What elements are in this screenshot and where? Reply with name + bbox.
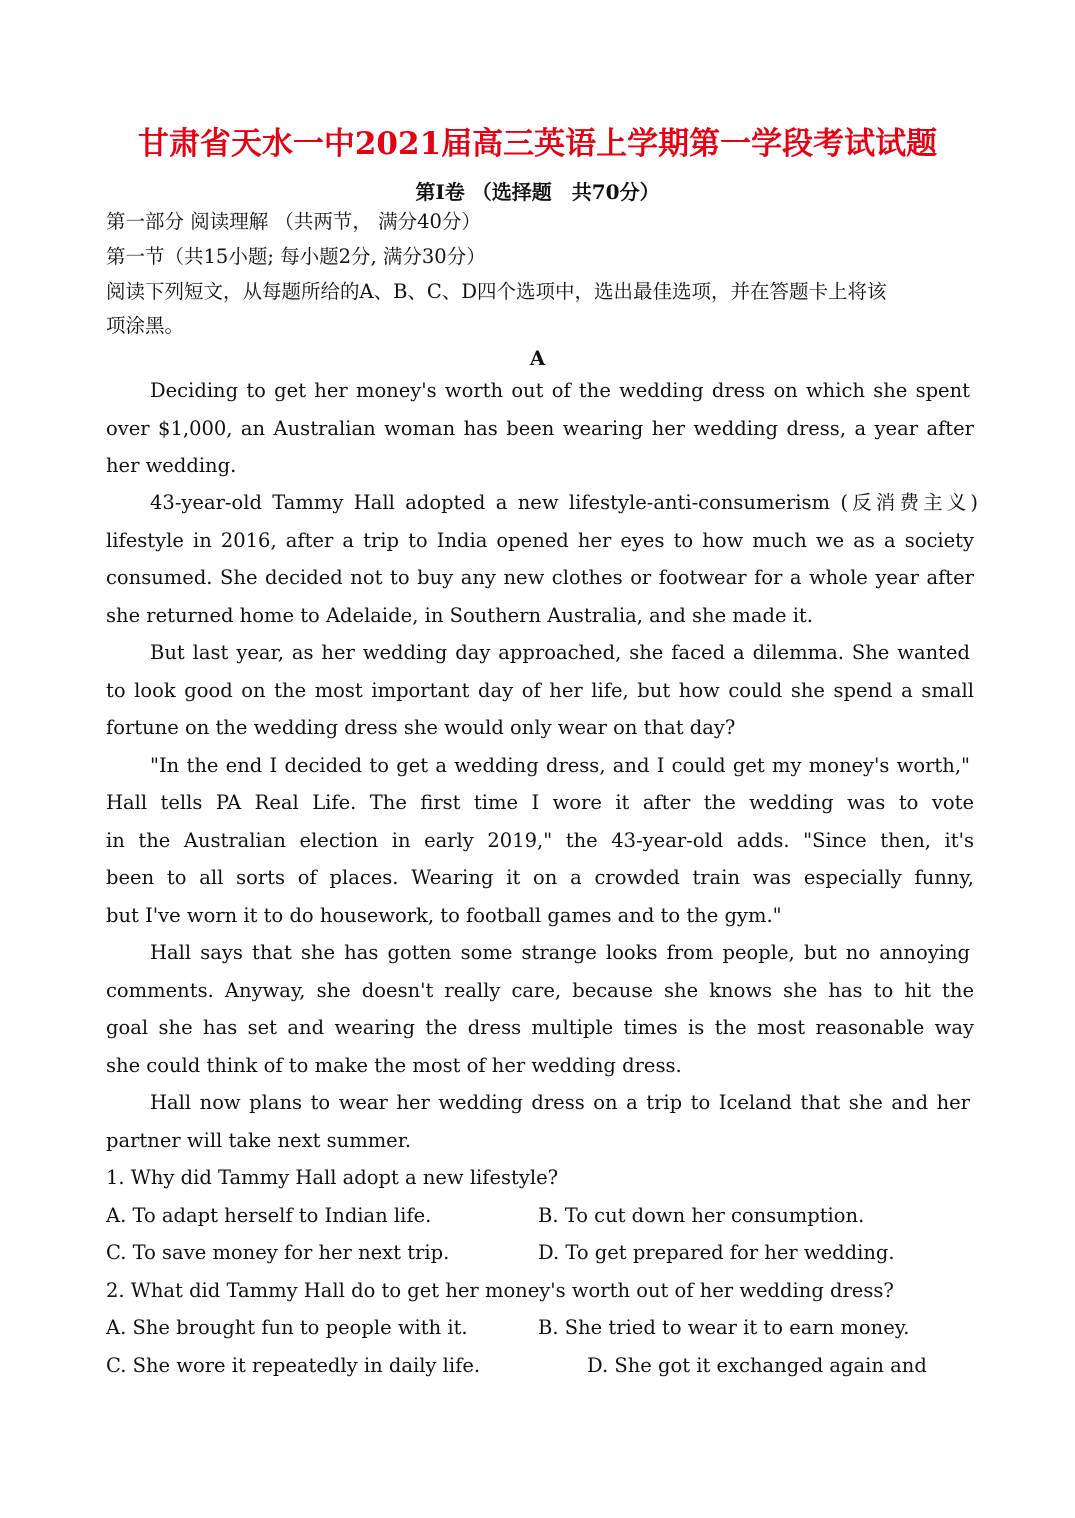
passage-line: she returned home to Adelaide, in Southern Australia, and she made it. (106, 604, 813, 627)
option-a: A. She brought fun to people with it. (106, 1316, 468, 1339)
passage-line: "In the end I decided to get a wedding dress, and I could get my money's worth," (150, 754, 970, 777)
question-stem: 2. What did Tammy Hall do to get her money's worth out of her wedding dress? (106, 1279, 894, 1302)
passage-line: fortune on the wedding dress she would only wear on that day? (106, 716, 736, 739)
passage-line: she could think of to make the most of her wedding dress. (106, 1054, 682, 1077)
passage-line: Hall says that she has gotten some strange looks from people, but no annoying (150, 941, 970, 964)
passage-line: comments. Anyway, she doesn't really care, because she knows she has to hit the (106, 979, 974, 1002)
option-d: D. She got it exchanged again and (587, 1354, 927, 1377)
passage-line: been to all sorts of places. Wearing it on a crowded train was especially funny, (106, 866, 974, 889)
passage-line: lifestyle in 2016, after a trip to India opened her eyes to how much we as a society (106, 529, 974, 552)
part-heading: 第一部分 阅读理解 （共两节， 满分40分） (106, 210, 481, 233)
passage-label: A (529, 346, 546, 370)
option-a: A. To adapt herself to Indian life. (106, 1204, 432, 1227)
passage-line: over $1,000, an Australian woman has been wearing her wedding dress, a year after (106, 417, 974, 440)
section-heading: 第一节（共15小题; 每小题2分, 满分30分） (106, 245, 486, 268)
passage-line: in the Australian election in early 2019," the 43-year-old adds. "Since then, it's (106, 829, 974, 852)
option-b: B. She tried to wear it to earn money. (538, 1316, 910, 1339)
passage-line: consumed. She decided not to buy any new clothes or footwear for a whole year after (106, 566, 974, 589)
passage-line: But last year, as her wedding day approached, she faced a dilemma. She wanted (150, 641, 970, 664)
passage-line: but I've worn it to do housework, to football games and to the gym." (106, 904, 782, 927)
question-stem: 1. Why did Tammy Hall adopt a new lifestyle? (106, 1166, 559, 1189)
instruction-line-2: 项涂黑。 (106, 314, 185, 337)
option-c: C. To save money for her next trip. (106, 1241, 450, 1264)
passage-line: partner will take next summer. (106, 1129, 412, 1152)
option-c: C. She wore it repeatedly in daily life. (106, 1354, 481, 1377)
passage-line: goal she has set and wearing the dress multiple times is the most reasonable way (106, 1016, 974, 1039)
passage-line: 43-year-old Tammy Hall adopted a new lifestyle-anti-consumerism (反消费主义) (150, 491, 978, 514)
passage-line: to look good on the most important day of her life, but how could she spend a small (106, 679, 974, 702)
passage-line: Hall now plans to wear her wedding dress on a trip to Iceland that she and her (150, 1091, 970, 1114)
instruction-line-1: 阅读下列短文，从每题所给的A、B、C、D四个选项中，选出最佳选项，并在答题卡上将该 (106, 280, 887, 303)
option-d: D. To get prepared for her wedding. (538, 1241, 895, 1264)
passage-line: Hall tells PA Real Life. The first time I wore it after the wedding was to vote (106, 791, 974, 814)
exam-title: 甘肃省天水一中2021届高三英语上学期第一学段考试试题 (137, 126, 938, 162)
passage-line: Deciding to get her money's worth out of the wedding dress on which she spent (150, 379, 970, 402)
passage-line: her wedding. (106, 454, 237, 477)
option-b: B. To cut down her consumption. (538, 1204, 865, 1227)
volume-subtitle: 第Ⅰ卷 （选择题 共70分） (415, 180, 660, 204)
